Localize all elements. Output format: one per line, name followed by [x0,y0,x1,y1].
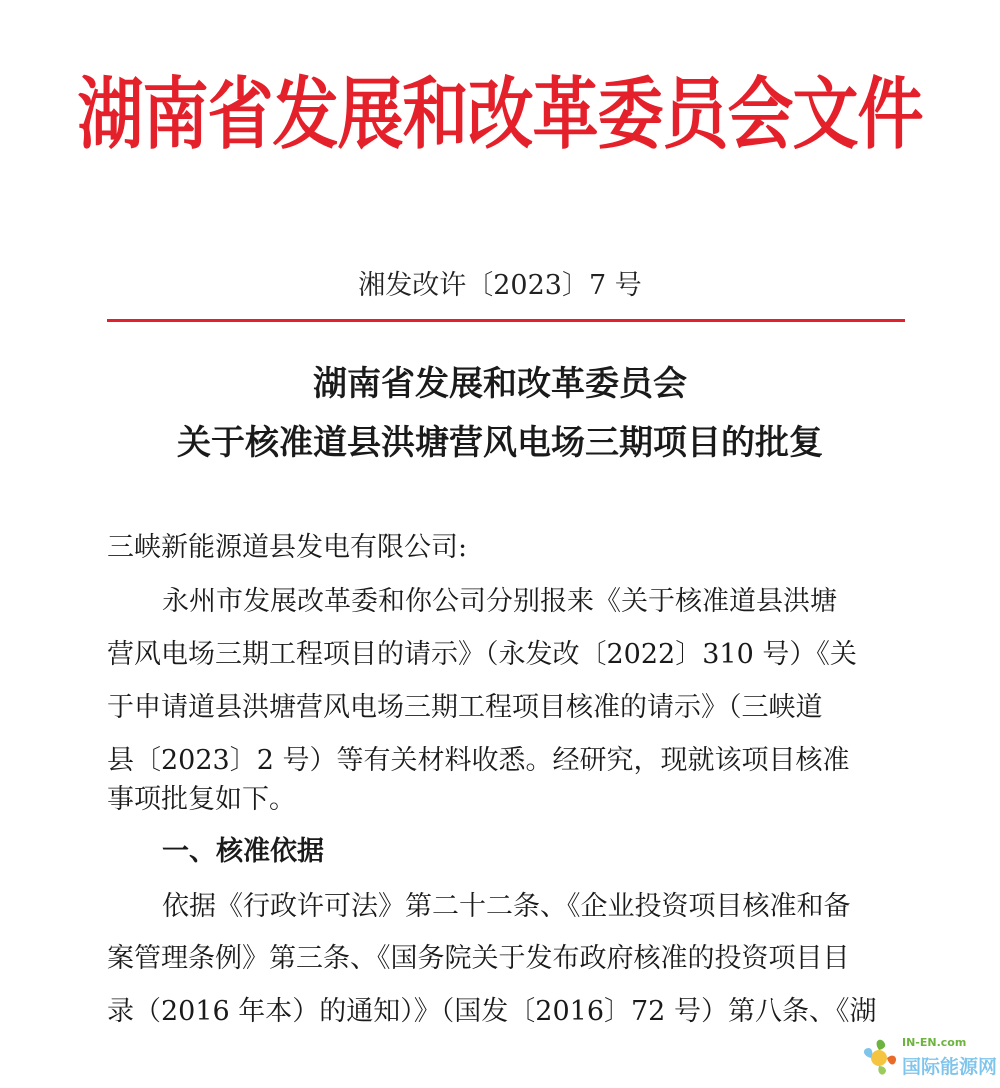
watermark-chinese-text: 国际能源网 [902,1056,998,1078]
paragraph-line: 永州市发展改革委和你公司分别报来《关于核准道县洪塘 [162,586,837,617]
document-title-line-1: 湖南省发展和改革委员会 [313,364,687,404]
paragraph-line: 营风电场三期工程项目的请示》（永发改〔2022〕310 号）《关 [107,639,857,670]
watermark-english-text: IN-EN.com [902,1036,967,1049]
issuing-authority-header: 湖南省发展和改革委员会文件 [77,67,923,161]
document-number: 湘发改许〔2023〕7 号 [358,270,642,301]
paragraph-line: 录（2016 年本）的通知）》（国发〔2016〕72 号）第八条、《湖 [107,996,877,1027]
red-divider-line [107,319,905,322]
paragraph-line: 事项批复如下。 [107,784,296,815]
leaf-logo-icon [858,1034,900,1078]
recipient-line: 三峡新能源道县发电有限公司: [107,532,468,563]
document-title-line-2: 关于核准道县洪塘营风电场三期项目的批复 [177,423,823,463]
site-watermark [858,1028,998,1084]
paragraph-line: 于申请道县洪塘营风电场三期工程项目核准的请示》（三峡道 [107,692,823,723]
section-heading: 一、核准依据 [162,836,324,867]
paragraph-line: 依据《行政许可法》第二十二条、《企业投资项目核准和备 [162,891,851,922]
paragraph-line: 案管理条例》第三条、《国务院关于发布政府核准的投资项目目 [107,943,850,974]
paragraph-line: 县〔2023〕2 号）等有关材料收悉。经研究，现就该项目核准 [107,745,850,776]
